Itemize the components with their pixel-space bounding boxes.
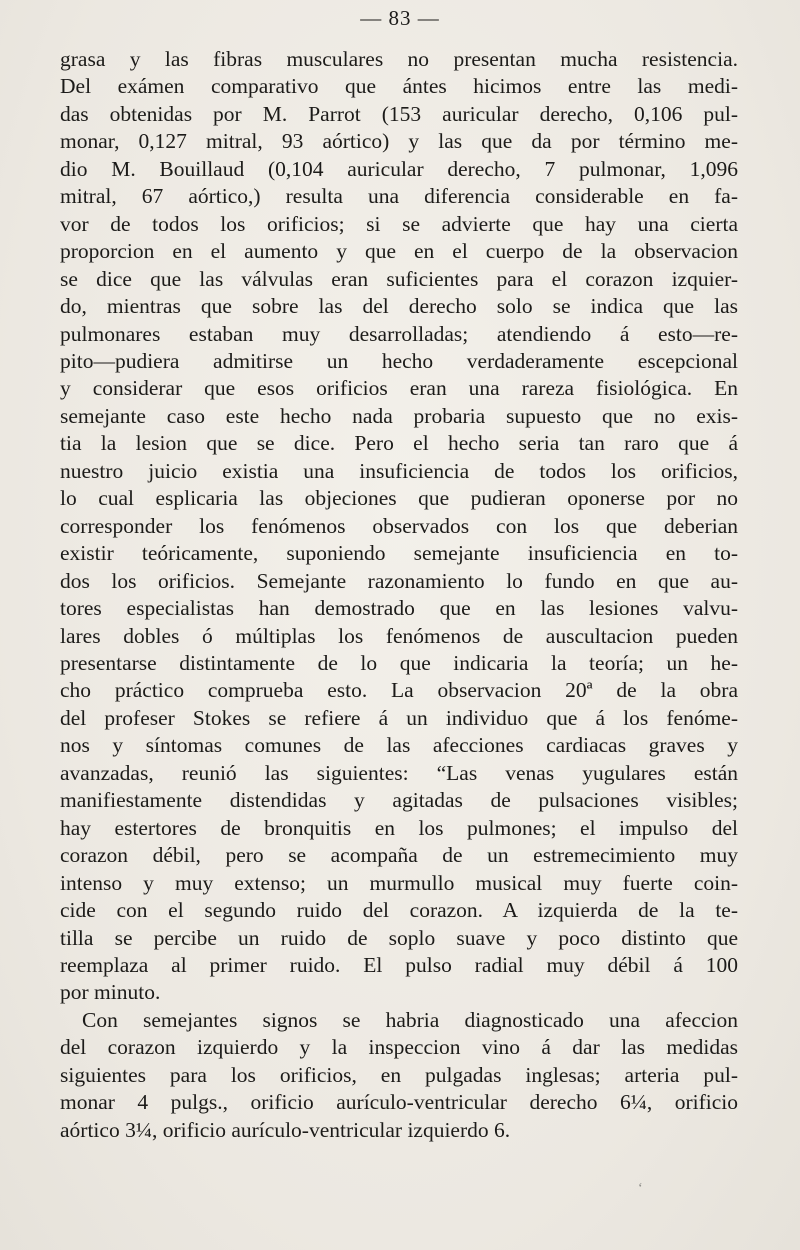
- text-line: vor de todos los orificios; si se advierte que hay una cierta: [60, 211, 738, 236]
- text-line: grasa y las fibras musculares no presentan mucha resistencia.: [60, 47, 738, 71]
- ink-speck: ‘: [638, 1181, 643, 1196]
- text-line: do, mientras que sobre las del derecho solo se indica que las: [60, 294, 738, 319]
- text-line: por minuto.: [60, 980, 161, 1005]
- text-line: pulmonares estaban muy desarrolladas; atendiendo á esto—re-: [60, 321, 738, 346]
- text-line: aórtico 3¼, orificio aurículo-ventricular izquierdo 6.: [60, 1117, 511, 1142]
- text-line: nuestro juicio existia una insuficiencia de todos los orificios,: [60, 458, 738, 483]
- text-line: cide con el segundo ruido del corazon. A izquierda de la te-: [60, 898, 738, 923]
- body-text: [60, 46, 738, 1144]
- text-line: das obtenidas por M. Parrot (153 auricular derecho, 0,106 pul-: [60, 101, 738, 126]
- text-line: Del exámen comparativo que ántes hicimos entre las medi-: [60, 74, 738, 99]
- text-line: Con semejantes signos se habria diagnosticado una afeccion: [82, 1007, 738, 1032]
- text-line: se dice que las válvulas eran suficientes para el corazon izquier-: [60, 266, 738, 291]
- text-line: mitral, 67 aórtico,) resulta una diferencia considerable en fa-: [60, 184, 738, 209]
- text-line: y considerar que esos orificios eran una rareza fisiológica. En: [60, 376, 738, 401]
- text-line: corazon débil, pero se acompaña de un estremecimiento muy: [60, 843, 738, 868]
- text-line: nos y síntomas comunes de las afecciones cardiacas graves y: [60, 733, 738, 758]
- text-line: pito—pudiera admitirse un hecho verdaderamente escepcional: [60, 348, 738, 373]
- text-line: siguientes para los orificios, en pulgadas inglesas; arteria pul-: [60, 1062, 738, 1087]
- text-line: monar, 0,127 mitral, 93 aórtico) y las que da por término me-: [60, 129, 738, 154]
- text-line: dio M. Bouillaud (0,104 auricular derecho, 7 pulmonar, 1,096: [60, 156, 738, 181]
- text-line: manifiestamente distendidas y agitadas de pulsaciones visibles;: [60, 788, 738, 813]
- text-line: existir teóricamente, suponiendo semejante insuficiencia en to-: [60, 541, 738, 566]
- text-line: avanzadas, reunió las siguientes: “Las venas yugulares están: [60, 760, 738, 785]
- text-line: tilla se percibe un ruido de soplo suave y poco distinto que: [60, 925, 738, 950]
- paragraph: [60, 1007, 738, 1144]
- text-line: lo cual esplicaria las objeciones que pudieran oponerse por no: [60, 486, 738, 511]
- text-line: cho práctico comprueba esto. La observacion 20ª de la obra: [60, 678, 738, 703]
- text-line: del corazon izquierdo y la inspeccion vino á dar las medidas: [60, 1035, 738, 1060]
- text-line: reemplaza al primer ruido. El pulso radial muy débil á 100: [60, 952, 738, 977]
- page-number: — 83 —: [360, 6, 440, 30]
- text-line: semejante caso este hecho nada probaria supuesto que no exis-: [60, 403, 738, 428]
- text-line: intenso y muy extenso; un murmullo musical muy fuerte coin-: [60, 870, 738, 895]
- text-line: presentarse distintamente de lo que indicaria la teoría; un he-: [60, 650, 738, 675]
- text-line: proporcion en el aumento y que en el cuerpo de la observacion: [60, 239, 738, 264]
- text-line: del profeser Stokes se refiere á un individuo que á los fenóme-: [60, 705, 738, 730]
- text-line: hay estertores de bronquitis en los pulmones; el impulso del: [60, 815, 738, 840]
- paragraph: [60, 46, 738, 1007]
- text-line: tores especialistas han demostrado que en las lesiones valvu-: [60, 596, 738, 621]
- text-line: tia la lesion que se dice. Pero el hecho seria tan raro que á: [60, 431, 738, 456]
- text-line: monar 4 pulgs., orificio aurículo-ventricular derecho 6¼, orificio: [60, 1090, 738, 1115]
- text-line: lares dobles ó múltiplas los fenómenos de auscultacion pueden: [60, 623, 738, 648]
- text-line: corresponder los fenómenos observados con los que deberian: [60, 513, 738, 538]
- text-line: dos los orificios. Semejante razonamiento lo fundo en que au-: [60, 568, 738, 593]
